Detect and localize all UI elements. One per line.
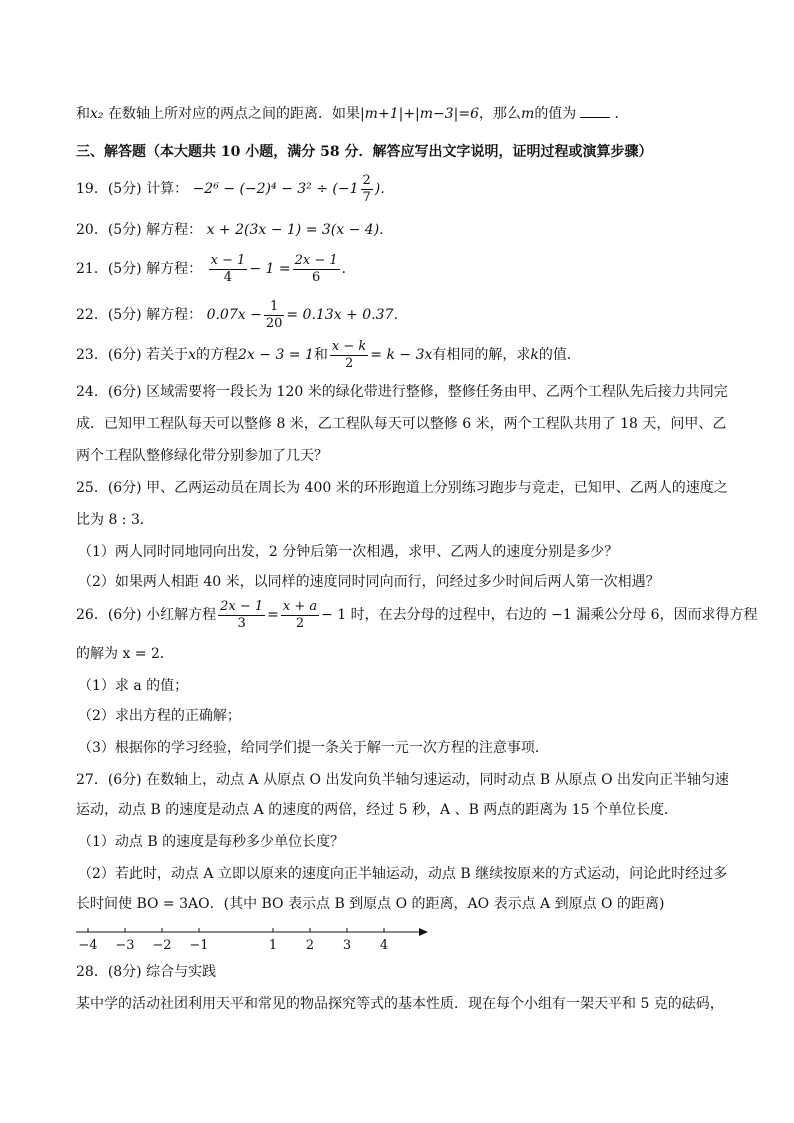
question-28-line-1: 28．(8分) 综合与实践 — [76, 964, 217, 980]
answer-blank — [580, 105, 610, 118]
text: 计算： — [146, 181, 189, 197]
fraction-numerator: x − k — [331, 338, 367, 354]
fraction-denominator: 2 — [344, 355, 354, 371]
fraction-denominator: 2 — [295, 615, 305, 631]
math-formula: )． — [374, 181, 395, 197]
math-var: x — [188, 347, 197, 363]
fraction — [264, 299, 285, 332]
text: 解方程： — [146, 222, 203, 238]
question-27-sub-2: （2）若此时，动点 A 立即以原来的速度向正半轴运动，动点 B 继续按原来的方式运动，问论此时经过多 — [78, 866, 728, 882]
question-23 — [76, 338, 581, 372]
math-formula: −2⁶ − (−2)⁴ − 3² ÷ (−1 — [192, 181, 359, 197]
axis-tick-label: 1 — [268, 938, 278, 953]
fraction-numerator: 2x − 1 — [220, 598, 264, 614]
question-number: 23．(6分) — [76, 347, 142, 363]
question-24-line-3: 两个工程队整修绿化带分别参加了几天？ — [76, 448, 328, 464]
question-26-line-2: 的解为 x = 2． — [76, 646, 174, 662]
question-25-sub-1: （1）两人同时同地同向出发，2 分钟后第一次相遇，求甲、乙两人的速度分别是多少？ — [78, 544, 619, 560]
math-var: x₂ — [90, 106, 104, 122]
math-formula: 2x − 3 = 1 — [238, 347, 314, 363]
question-number: 26．(6分) — [76, 607, 142, 623]
axis-tick-label: 2 — [305, 938, 315, 953]
fraction-denominator: 3 — [237, 615, 246, 631]
text: 若关于 — [146, 347, 189, 363]
axis-arrow — [419, 928, 428, 936]
fraction — [293, 253, 340, 286]
fraction — [281, 599, 319, 632]
math-var: k — [530, 347, 539, 363]
math-formula: |m+1|+|m−3|=6 — [359, 106, 480, 122]
fraction — [330, 339, 368, 372]
fraction-numerator: 2 — [362, 172, 371, 188]
math-formula: − 1 = — [249, 261, 291, 277]
text: ． — [614, 106, 629, 122]
fraction — [218, 599, 265, 632]
text: 在数轴上所对应的两点之间的距离．如果 — [103, 106, 360, 122]
math-var: m — [521, 106, 535, 122]
text: 和 — [313, 347, 328, 363]
text: 解方程： — [146, 307, 203, 323]
fraction-denominator: 4 — [223, 269, 233, 285]
text: 的方程 — [196, 347, 239, 363]
question-19 — [76, 172, 394, 206]
fraction-denominator: 7 — [362, 189, 371, 205]
fraction — [209, 253, 248, 286]
question-20 — [76, 220, 393, 240]
axis-tick-label: −4 — [78, 938, 98, 953]
number-line — [70, 920, 440, 956]
text: 有相同的解，求 — [432, 347, 531, 363]
axis-tick-label: −2 — [152, 938, 172, 953]
text: ． — [341, 261, 356, 277]
question-number: 22．(5分) — [76, 307, 142, 323]
math-formula: 0.07x − — [206, 307, 262, 323]
question-26-sub-3: （3）根据你的学习经验，给同学们提一条关于解一元一次方程的注意事项． — [78, 740, 549, 756]
question-26-sub-2: （2）求出方程的正确解； — [78, 708, 241, 724]
text: 小红解方程 — [146, 607, 217, 623]
fraction-numerator: 1 — [264, 299, 285, 316]
question-25-sub-2: （2）如果两人相距 40 米，以同样的速度同时同向而行，问经过多少时间后两人第一次相遇？ — [78, 574, 660, 590]
question-26-sub-1: （1）求 a 的值； — [78, 678, 189, 694]
question-27-sub-1: （1）动点 B 的速度是每秒多少单位长度？ — [78, 834, 345, 850]
question-18-fragment — [76, 104, 628, 124]
question-25-line-2: 比为 8 : 3． — [76, 512, 154, 528]
question-28-line-2: 某中学的活动社团利用天平和常见的物品探究等式的基本性质．现在每个小组有一架天平和 5 克的砝码， — [76, 996, 724, 1012]
fraction-denominator: 20 — [265, 315, 283, 331]
axis-tick-label: −3 — [115, 938, 135, 953]
axis-tick-label: 3 — [342, 938, 352, 953]
fraction-numerator: x − 1 — [210, 252, 246, 268]
question-number: 20．(5分) — [76, 222, 142, 238]
math-formula: = — [267, 607, 279, 623]
question-21 — [76, 252, 356, 286]
question-24-line-1: 24．(6分) 区域需要将一段长为 120 米的绿化带进行整修，整修任务由甲、乙两个工程队先后接力共同完 — [76, 384, 728, 400]
math-formula: = k − 3x — [370, 347, 433, 363]
question-22 — [76, 298, 407, 332]
question-27-line-1: 27．(6分) 在数轴上，动点 A 从原点 O 出发向负半轴匀速运动，同时动点 B 从原点 O 出发向正半轴匀速 — [76, 772, 730, 788]
question-number: 19．(5分) — [76, 181, 142, 197]
text: 解方程： — [146, 261, 203, 277]
math-formula: = 0.13x + 0.37． — [286, 307, 408, 323]
fraction-denominator: 6 — [311, 269, 321, 285]
question-26-line-1 — [76, 598, 758, 632]
question-27-line-2: 运动，动点 B 的速度是动点 A 的速度的两倍，经过 5 秒，A 、B 两点的距离为 15 个单位长度． — [76, 802, 679, 818]
text: − 1 时，在去分母的过程中，右边的 −1 漏乘公分母 6，因而求得方程 — [321, 607, 758, 623]
text: 的值． — [538, 347, 581, 363]
section-title: 三、解答题（本大题共 10 小题，满分 58 分．解答应写出文字说明，证明过程或演算步骤） — [76, 144, 653, 160]
fraction-numerator: x + a — [282, 598, 318, 614]
text: 的值为 — [534, 106, 577, 122]
axis-tick-label: −1 — [189, 938, 209, 953]
axis-tick-label: 4 — [379, 938, 389, 953]
text: 和 — [76, 106, 90, 122]
fraction-numerator: 2x − 1 — [294, 252, 338, 268]
question-24-line-2: 成．已知甲工程队每天可以整修 8 米，乙工程队每天可以整修 6 米，两个工程队共用了 18 天，问甲、乙 — [76, 416, 727, 432]
question-number: 21．(5分) — [76, 261, 142, 277]
question-27-sub-2b: 长时间使 BO = 3AO．(其中 BO 表示点 B 到原点 O 的距离，AO 表示点 A 到原点 O 的距离) — [76, 896, 665, 912]
fraction — [361, 173, 373, 206]
question-25-line-1: 25．(6分) 甲、乙两运动员在周长为 400 米的环形跑道上分别练习跑步与竞走，已知甲、乙两人的速度之 — [76, 480, 728, 496]
math-formula: x + 2(3x − 1) = 3(x − 4)． — [206, 222, 394, 238]
text: ，那么 — [479, 106, 522, 122]
